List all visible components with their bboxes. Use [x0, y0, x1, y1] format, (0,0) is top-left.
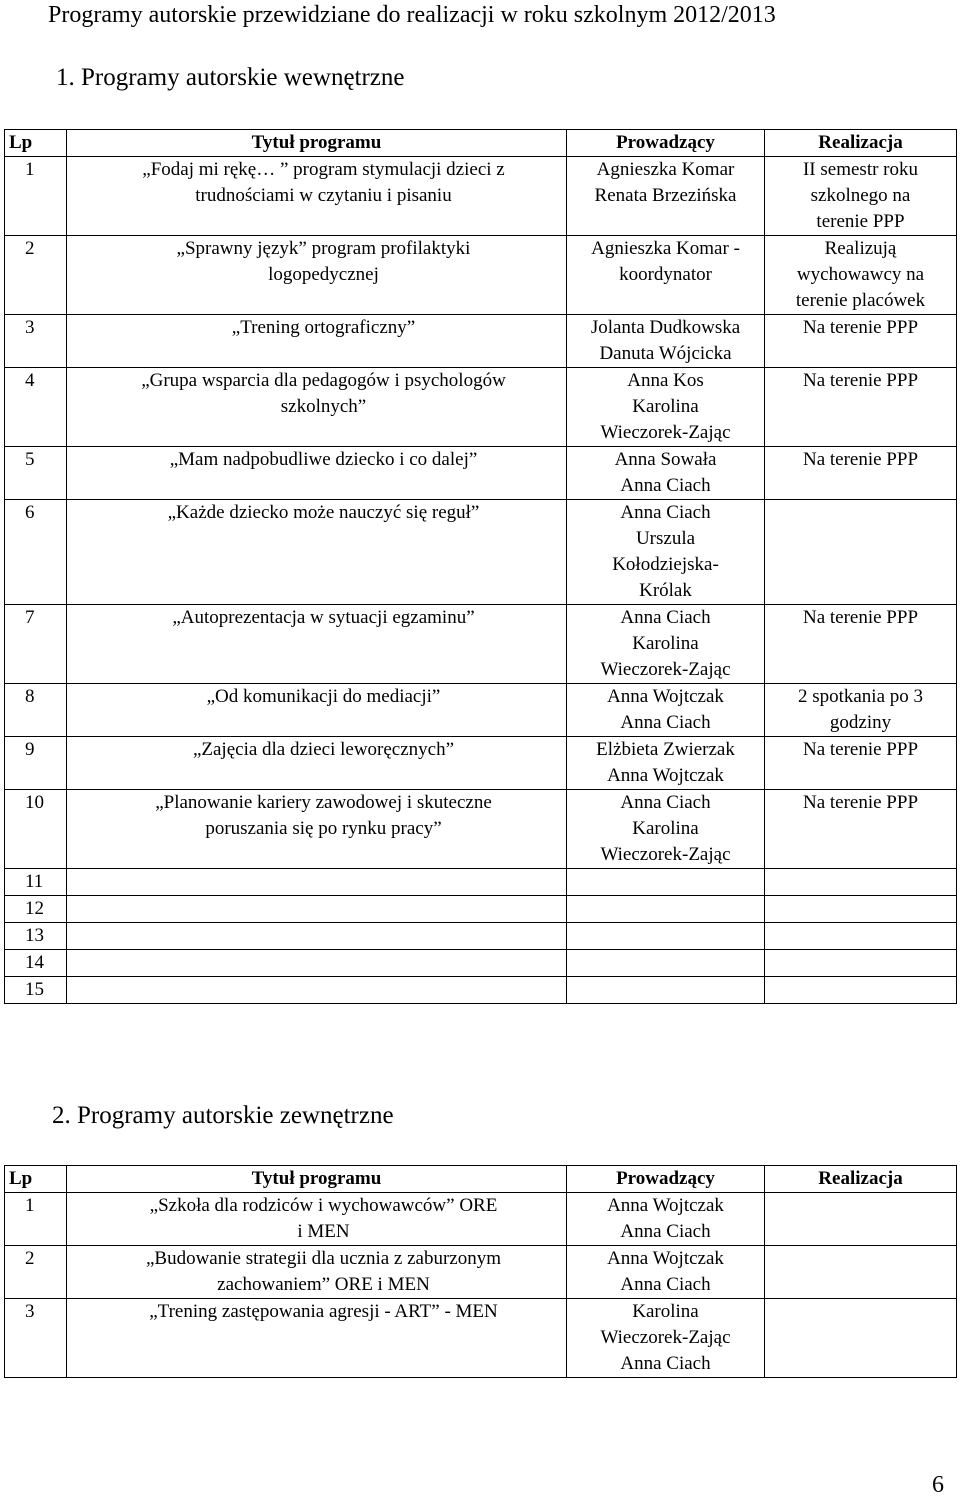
empty-cell	[67, 869, 567, 896]
cell-line: „Budowanie strategii dla ucznia z zaburzonym	[145, 1248, 502, 1269]
cell-realization	[765, 368, 957, 447]
cell-realization	[765, 605, 957, 684]
cell-line: Anna Ciach	[620, 712, 711, 733]
cell-line: „Od komunikacji do mediacji”	[206, 686, 441, 707]
empty-table-row	[5, 950, 957, 977]
cell-line: godziny	[829, 712, 892, 733]
cell-line: Anna Ciach	[620, 1353, 711, 1374]
cell-line: Anna Ciach	[620, 1221, 711, 1242]
cell-realization	[765, 790, 957, 869]
table-row	[5, 315, 957, 368]
cell-lead	[567, 1299, 765, 1378]
cell-lead	[567, 157, 765, 236]
cell-line: Na terenie PPP	[802, 317, 919, 338]
cell-lead	[567, 684, 765, 737]
cell-line: „Sprawny język” program profilaktyki	[176, 238, 471, 259]
cell-title	[67, 1193, 567, 1246]
cell-line: „Trening zastępowania agresji - ART” - MEN	[149, 1301, 498, 1322]
cell-lp: 1	[5, 157, 67, 236]
external-programs-body	[5, 1193, 957, 1378]
cell-line: „Każde dziecko może nauczyć się reguł”	[167, 502, 480, 523]
cell-title	[67, 368, 567, 447]
cell-lead	[567, 236, 765, 315]
cell-title	[67, 157, 567, 236]
table-row	[5, 1299, 957, 1378]
internal-programs-table	[4, 129, 957, 1004]
cell-lp: 7	[5, 605, 67, 684]
empty-table-row	[5, 869, 957, 896]
cell-title	[67, 737, 567, 790]
cell-lp: 9	[5, 737, 67, 790]
cell-title	[67, 605, 567, 684]
cell-line: Karolina	[632, 818, 699, 839]
cell-realization	[765, 500, 957, 605]
empty-table-row	[5, 977, 957, 1004]
cell-line: Anna Ciach	[620, 1274, 711, 1295]
cell-lp: 3	[5, 1299, 67, 1378]
cell-title	[67, 447, 567, 500]
cell-title	[67, 315, 567, 368]
cell-line: Realizują	[824, 238, 897, 259]
cell-line: wychowawcy na	[796, 264, 925, 285]
cell-line: koordynator	[619, 264, 712, 285]
cell-line: szkolnego na	[810, 185, 911, 206]
cell-lead	[567, 1246, 765, 1299]
section-heading-internal: 1. Programy autorskie wewnętrzne	[56, 64, 405, 91]
empty-table-row	[5, 923, 957, 950]
cell-line: Elżbieta Zwierzak	[596, 739, 735, 760]
cell-line: Na terenie PPP	[802, 370, 919, 391]
cell-title	[67, 684, 567, 737]
cell-title	[67, 1299, 567, 1378]
cell-title	[67, 236, 567, 315]
header-title: Tytuł programu	[67, 130, 567, 157]
header-title: Tytuł programu	[67, 1166, 567, 1193]
cell-line: Danuta Wójcicka	[599, 343, 732, 364]
cell-line: logopedycznej	[268, 264, 379, 285]
cell-line: „Fodaj mi rękę… ” program stymulacji dzieci z	[142, 159, 505, 180]
cell-line: II semestr roku	[802, 159, 919, 180]
cell-lp: 12	[5, 896, 67, 923]
cell-lp: 2	[5, 236, 67, 315]
cell-line: „Planowanie kariery zawodowej i skuteczne	[155, 792, 492, 813]
cell-line: poruszania się po rynku pracy”	[205, 818, 442, 839]
cell-line: „Zajęcia dla dzieci leworęcznych”	[192, 739, 455, 760]
cell-line: terenie PPP	[816, 211, 905, 232]
cell-line: zachowaniem” ORE i MEN	[217, 1274, 430, 1295]
cell-line: Karolina	[632, 633, 699, 654]
cell-line: Na terenie PPP	[802, 607, 919, 628]
cell-realization	[765, 236, 957, 315]
table-row	[5, 157, 957, 236]
cell-realization	[765, 737, 957, 790]
cell-line: Agnieszka Komar	[596, 159, 735, 180]
table-row	[5, 368, 957, 447]
cell-lp: 15	[5, 977, 67, 1004]
cell-lp: 11	[5, 869, 67, 896]
cell-line: „Mam nadpobudliwe dziecko i co dalej”	[169, 449, 478, 470]
table-row	[5, 447, 957, 500]
cell-lead	[567, 790, 765, 869]
cell-line: Karolina	[632, 396, 699, 417]
cell-line: Anna Ciach	[620, 607, 711, 628]
empty-table-row	[5, 896, 957, 923]
cell-line: Królak	[639, 580, 692, 601]
table-row	[5, 790, 957, 869]
empty-cell	[67, 923, 567, 950]
cell-line: Anna Sowała	[614, 449, 717, 470]
cell-title	[67, 500, 567, 605]
cell-lp: 10	[5, 790, 67, 869]
header-realization: Realizacja	[765, 130, 957, 157]
cell-realization	[765, 447, 957, 500]
cell-line: Wieczorek-Zając	[600, 659, 731, 680]
cell-lp: 2	[5, 1246, 67, 1299]
table-header-row	[5, 130, 957, 157]
cell-realization	[765, 684, 957, 737]
empty-cell	[67, 896, 567, 923]
cell-line: Agnieszka Komar -	[591, 238, 740, 259]
page-number: 6	[932, 1472, 944, 1498]
cell-lead	[567, 500, 765, 605]
cell-lp: 4	[5, 368, 67, 447]
cell-realization	[765, 1299, 957, 1378]
cell-line: Na terenie PPP	[802, 739, 919, 760]
cell-line: terenie placówek	[795, 290, 926, 311]
empty-cell	[567, 923, 765, 950]
cell-lead	[567, 1193, 765, 1246]
cell-line: Anna Ciach	[620, 475, 711, 496]
table-header-row	[5, 1166, 957, 1193]
header-realization: Realizacja	[765, 1166, 957, 1193]
cell-title	[67, 790, 567, 869]
cell-lead	[567, 737, 765, 790]
internal-programs-body	[5, 157, 957, 1004]
cell-line: i MEN	[297, 1221, 350, 1242]
empty-cell	[765, 923, 957, 950]
cell-line: Anna Kos	[627, 370, 704, 391]
cell-lp: 3	[5, 315, 67, 368]
cell-line: Anna Wojtczak	[607, 1195, 724, 1216]
cell-line: Renata Brzezińska	[594, 185, 737, 206]
empty-cell	[765, 869, 957, 896]
cell-realization	[765, 157, 957, 236]
section-heading-external: 2. Programy autorskie zewnętrzne	[52, 1102, 394, 1129]
cell-line: trudnościami w czytaniu i pisaniu	[195, 185, 452, 206]
cell-line: szkolnych”	[280, 396, 367, 417]
cell-lp: 13	[5, 923, 67, 950]
cell-lead	[567, 447, 765, 500]
cell-line: „Szkoła dla rodziców i wychowawców” ORE	[149, 1195, 498, 1216]
cell-title	[67, 1246, 567, 1299]
cell-line: Wieczorek-Zając	[600, 844, 731, 865]
cell-line: Anna Wojtczak	[607, 765, 724, 786]
header-lp: Lp	[5, 1166, 67, 1193]
external-programs-table	[4, 1165, 957, 1378]
table-row	[5, 500, 957, 605]
cell-line: „Autoprezentacja w sytuacji egzaminu”	[172, 607, 475, 628]
empty-cell	[567, 950, 765, 977]
table-row	[5, 684, 957, 737]
empty-cell	[765, 950, 957, 977]
cell-line: Na terenie PPP	[802, 792, 919, 813]
cell-line: Urszula	[635, 528, 696, 549]
cell-line: 2 spotkania po 3	[797, 686, 924, 707]
cell-line: Na terenie PPP	[802, 449, 919, 470]
cell-line: Karolina	[632, 1301, 699, 1322]
table-row	[5, 737, 957, 790]
cell-line: Anna Wojtczak	[607, 686, 724, 707]
cell-realization	[765, 1246, 957, 1299]
cell-lp: 1	[5, 1193, 67, 1246]
table-row	[5, 1246, 957, 1299]
document-title: Programy autorskie przewidziane do realizacji w roku szkolnym 2012/2013	[48, 2, 776, 28]
cell-line: Jolanta Dudkowska	[590, 317, 741, 338]
table-row	[5, 605, 957, 684]
header-lp: Lp	[5, 130, 67, 157]
empty-cell	[567, 977, 765, 1004]
cell-line: Anna Ciach	[620, 502, 711, 523]
cell-line: „Trening ortograficzny”	[231, 317, 416, 338]
header-lead: Prowadzący	[567, 1166, 765, 1193]
cell-realization	[765, 315, 957, 368]
cell-realization	[765, 1193, 957, 1246]
cell-lp: 14	[5, 950, 67, 977]
empty-cell	[765, 896, 957, 923]
empty-cell	[567, 896, 765, 923]
cell-lead	[567, 315, 765, 368]
empty-cell	[567, 869, 765, 896]
cell-lp: 5	[5, 447, 67, 500]
empty-cell	[67, 950, 567, 977]
empty-cell	[765, 977, 957, 1004]
header-lead: Prowadzący	[567, 130, 765, 157]
table-row	[5, 1193, 957, 1246]
cell-lead	[567, 605, 765, 684]
table-row	[5, 236, 957, 315]
cell-line: Anna Wojtczak	[607, 1248, 724, 1269]
cell-line: Kołodziejska-	[612, 554, 719, 575]
empty-cell	[67, 977, 567, 1004]
cell-line: Wieczorek-Zając	[600, 422, 731, 443]
cell-line: Wieczorek-Zając	[600, 1327, 731, 1348]
cell-lp: 8	[5, 684, 67, 737]
cell-lp: 6	[5, 500, 67, 605]
cell-line: „Grupa wsparcia dla pedagogów i psychologów	[141, 370, 506, 391]
cell-line: Anna Ciach	[620, 792, 711, 813]
cell-lead	[567, 368, 765, 447]
